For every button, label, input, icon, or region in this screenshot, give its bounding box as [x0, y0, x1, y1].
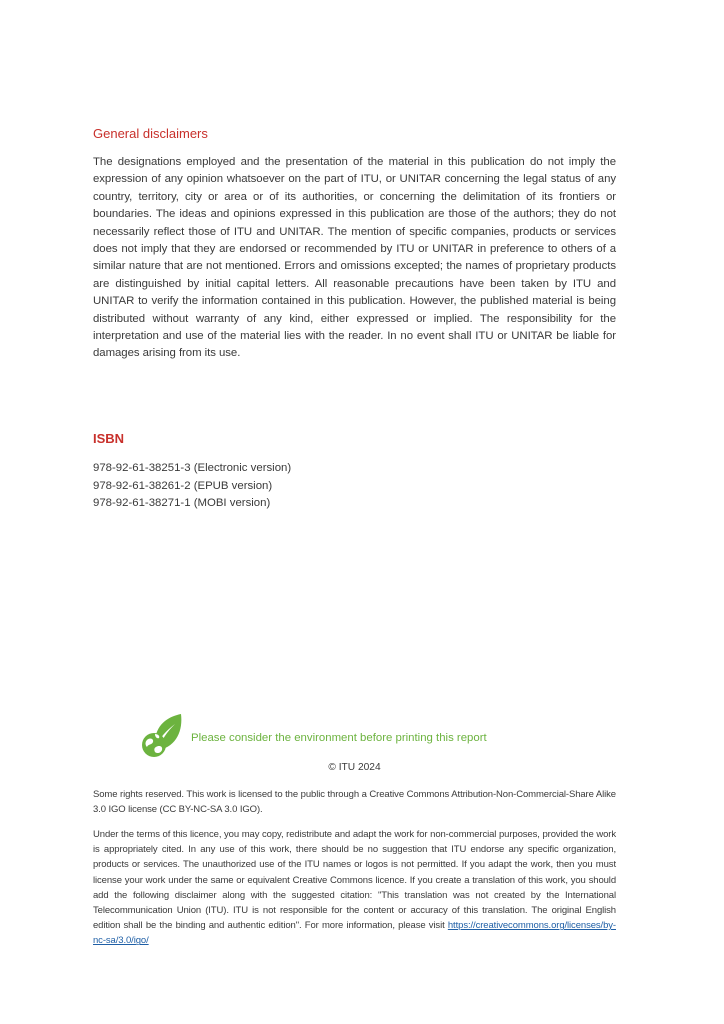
isbn-heading: ISBN: [93, 431, 125, 446]
isbn-mobi: 978-92-61-38271-1 (MOBI version): [93, 497, 271, 509]
environment-notice: [141, 714, 581, 760]
license-rights-text: Some rights reserved. This work is licensed to the public through a Creative Commons Attribution-Non-Commercial-Share Alike 3.0 IGO license (CC BY-NC-SA 3.0 IGO).: [93, 789, 616, 816]
license-terms-text: Under the terms of this licence, you may copy, redistribute and adapt the work for non-commercial purposes, provided the work is appropriately cited. In any use of this work, there should be no suggestion that ITU endorse any specific organization, products or services. The unauthorized use of the ITU names or logos is not permitted. If you adapt the work, then you must license your work under the same or equivalent Creative Commons licence. If you create a translation of this work, you should add the following disclaimer along with the suggested citation: "This translation was not created by the International Telecommunication Union (ITU). ITU is not responsible for the content or accuracy of this translation. The original English edition shall be the binding and authentic edition". For more information, please visit: [93, 829, 616, 932]
leaf-globe-icon: [141, 714, 183, 760]
license-terms-paragraph: [93, 827, 616, 949]
isbn-electronic: 978-92-61-38251-3 (Electronic version): [93, 462, 292, 474]
creative-commons-link[interactable]: https://creativecommons.org/licenses/by-nc-sa/3.0/igo/: [93, 920, 616, 947]
isbn-list: [93, 460, 291, 513]
isbn-epub: 978-92-61-38261-2 (EPUB version): [93, 479, 273, 492]
general-disclaimers-heading: General disclaimers: [93, 126, 208, 141]
environment-notice-text: Please consider the environment before printing this report: [191, 732, 487, 744]
copyright: © ITU 2024: [328, 762, 381, 773]
page: [93, 0, 616, 1024]
general-disclaimers-text: The designations employed and the presentation of the material in this publication do not imply the expression of any opinion whatsoever on the part of ITU, or UNITAR concerning the legal status of any country, territory, city or area or of its authorities, or concerning the delimitation of its frontiers or boundaries. The ideas and opinions expressed in this publication are those of the authors; they do not necessarily reflect those of ITU and UNITAR. The mention of specific companies, products or services does not imply that they are endorsed or recommended by ITU or UNITAR in preference to others of a similar nature that are not mentioned. Errors and omissions excepted; the names of proprietary products are distinguished by initial capital letters. All reasonable precautions have been taken by ITU and UNITAR to verify the information contained in this publication. However, the published material is being distributed without warranty of any kind, either expressed or implied. The responsibility for the interpretation and use of the material lies with the reader. In no event shall ITU or UNITAR be liable for damages arising from its use.: [93, 156, 616, 360]
